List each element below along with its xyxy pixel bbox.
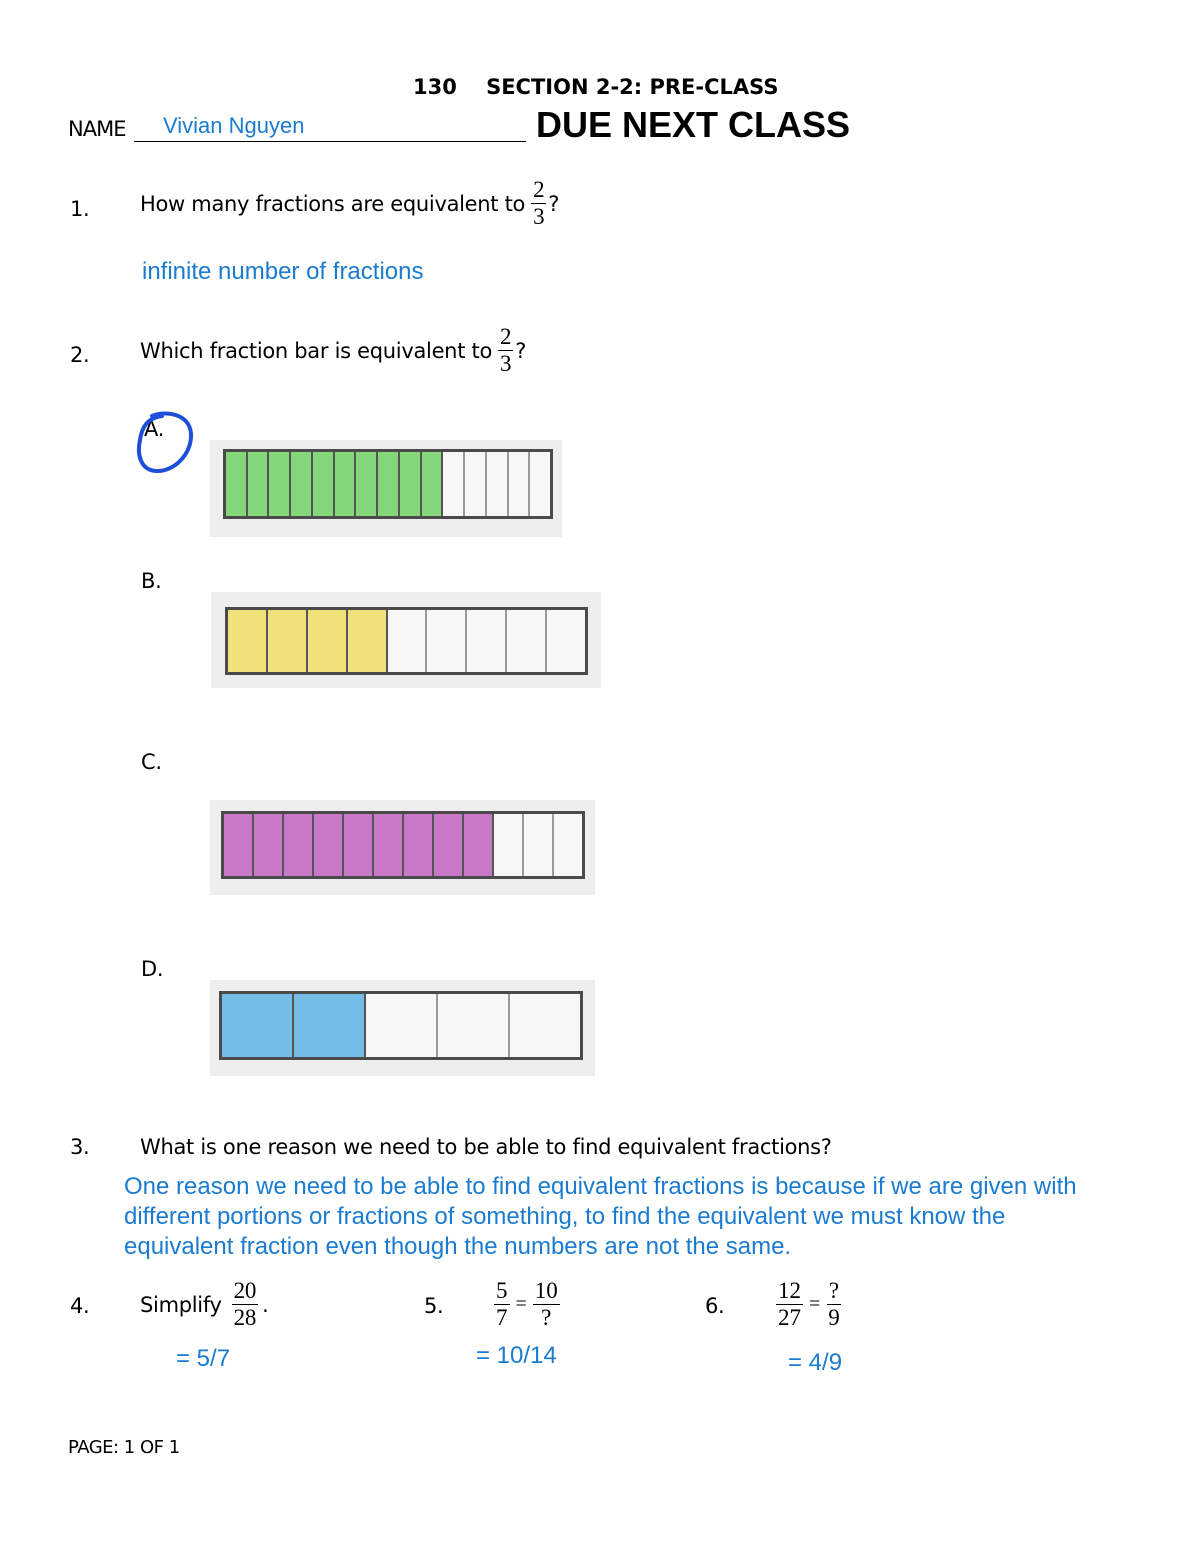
empty-segment: [427, 610, 467, 672]
option-c-label[interactable]: C.: [141, 750, 162, 774]
fraction-20-28: [232, 1279, 258, 1330]
two-thirds-fraction: [531, 178, 546, 229]
filled-segment: [374, 814, 404, 876]
empty-segment: [509, 452, 531, 516]
filled-segment: [308, 610, 348, 672]
question-2-text: [140, 325, 526, 376]
fraction-5-7: [494, 1279, 510, 1330]
question-1-text: [140, 178, 559, 229]
filled-segment: [378, 452, 400, 516]
simplify-label: Simplify: [140, 1292, 222, 1317]
empty-segment: [366, 994, 438, 1057]
filled-segment: [404, 814, 434, 876]
fraction-bar-b[interactable]: [225, 607, 588, 675]
filled-segment: [314, 814, 344, 876]
empty-segment: [554, 814, 582, 876]
question-1-answer[interactable]: infinite number of fractions: [142, 258, 424, 285]
period: .: [262, 1292, 269, 1317]
fraction-numerator: 20: [233, 1278, 257, 1303]
equals-sign: =: [515, 1293, 527, 1315]
empty-segment: [388, 610, 428, 672]
answer-line: One reason we need to be able to find equivalent fractions is because if we are given with: [124, 1173, 1077, 1200]
answer-line: equivalent fraction even though the numbers are not the same.: [124, 1233, 792, 1260]
two-thirds-fraction: [498, 325, 513, 376]
name-label: NAME: [68, 117, 126, 141]
filled-segment: [222, 994, 294, 1057]
filled-segment: [254, 814, 284, 876]
filled-segment: [284, 814, 314, 876]
fraction-denominator: 3: [500, 351, 512, 376]
question-6-answer[interactable]: = 4/9: [788, 1349, 843, 1376]
empty-segment: [467, 610, 507, 672]
fraction-numerator: 2: [500, 324, 512, 349]
equals-sign: =: [809, 1293, 821, 1315]
empty-segment: [530, 452, 550, 516]
filled-segment: [400, 452, 422, 516]
question-6-equation: [776, 1279, 842, 1330]
question-4-answer[interactable]: = 5/7: [176, 1345, 231, 1372]
filled-segment: [269, 452, 291, 516]
fraction-denominator: 27: [778, 1305, 801, 1330]
empty-segment: [443, 452, 465, 516]
fraction-denominator: 28: [233, 1305, 257, 1330]
empty-segment: [494, 814, 524, 876]
filled-segment: [348, 610, 388, 672]
empty-segment: [547, 610, 585, 672]
fraction-bar-a[interactable]: [223, 449, 553, 519]
fraction-bar-c[interactable]: [221, 811, 585, 879]
filled-segment: [464, 814, 494, 876]
question-1-number: 1.: [70, 197, 90, 221]
empty-segment: [507, 610, 547, 672]
name-value[interactable]: Vivian Nguyen: [163, 113, 305, 138]
option-d-label[interactable]: D.: [141, 957, 164, 981]
question-6-number: 6.: [705, 1294, 725, 1318]
fraction-denominator: 3: [533, 204, 545, 229]
question-2-number: 2.: [70, 343, 90, 367]
question-3-text: What is one reason we need to be able to find equivalent fractions?: [140, 1135, 832, 1159]
fraction-bar-c-frame: [210, 800, 595, 895]
question-mark: ?: [548, 191, 560, 216]
fraction-bar-a-frame: [210, 440, 562, 537]
filled-segment: [268, 610, 308, 672]
filled-segment: [335, 452, 357, 516]
question-5-answer[interactable]: = 10/14: [476, 1342, 557, 1369]
empty-segment: [510, 994, 580, 1057]
page-title: 130 SECTION 2-2: PRE-CLASS: [413, 75, 779, 99]
filled-segment: [248, 452, 270, 516]
fraction-denominator: 7: [496, 1305, 508, 1330]
question-3-answer[interactable]: [124, 1172, 1077, 1262]
fraction-bar-d-frame: [210, 980, 595, 1076]
selection-circle-icon: [132, 408, 198, 478]
filled-segment: [434, 814, 464, 876]
fraction-numerator: 2: [533, 177, 545, 202]
fraction-bar-d[interactable]: [219, 991, 583, 1060]
filled-segment: [226, 452, 248, 516]
fraction-unknown-9: [826, 1279, 842, 1330]
filled-segment: [228, 610, 268, 672]
fraction-numerator: 12: [778, 1278, 801, 1303]
filled-segment: [344, 814, 374, 876]
fraction-10-unknown: [533, 1279, 560, 1330]
question-1-prompt: How many fractions are equivalent to: [140, 191, 526, 216]
option-a-label[interactable]: A.: [144, 417, 165, 441]
empty-segment: [524, 814, 554, 876]
question-5-number: 5.: [424, 1294, 444, 1318]
fraction-denominator: 9: [828, 1305, 840, 1330]
filled-segment: [224, 814, 254, 876]
page-number: PAGE: 1 OF 1: [68, 1437, 180, 1458]
fraction-12-27: [776, 1279, 803, 1330]
answer-line: different portions or fractions of something, to find the equivalent we must know the: [124, 1203, 1006, 1230]
empty-segment: [487, 452, 509, 516]
fraction-numerator: 5: [496, 1278, 508, 1303]
filled-segment: [356, 452, 378, 516]
option-b-label[interactable]: B.: [141, 569, 162, 593]
fraction-numerator: ?: [828, 1278, 840, 1303]
question-mark: ?: [515, 338, 527, 363]
question-4-prompt: [140, 1279, 268, 1330]
fraction-bar-b-frame: [211, 592, 601, 688]
question-2-prompt: Which fraction bar is equivalent to: [140, 338, 492, 363]
due-notice: DUE NEXT CLASS: [536, 104, 851, 145]
filled-segment: [422, 452, 444, 516]
filled-segment: [313, 452, 335, 516]
question-3-number: 3.: [70, 1135, 90, 1159]
fraction-numerator: 10: [534, 1278, 558, 1303]
empty-segment: [438, 994, 510, 1057]
filled-segment: [294, 994, 366, 1057]
question-4-number: 4.: [70, 1294, 90, 1318]
fraction-denominator: ?: [541, 1305, 552, 1330]
empty-segment: [465, 452, 487, 516]
question-5-equation: [494, 1279, 560, 1330]
filled-segment: [291, 452, 313, 516]
name-underline: [134, 141, 526, 142]
